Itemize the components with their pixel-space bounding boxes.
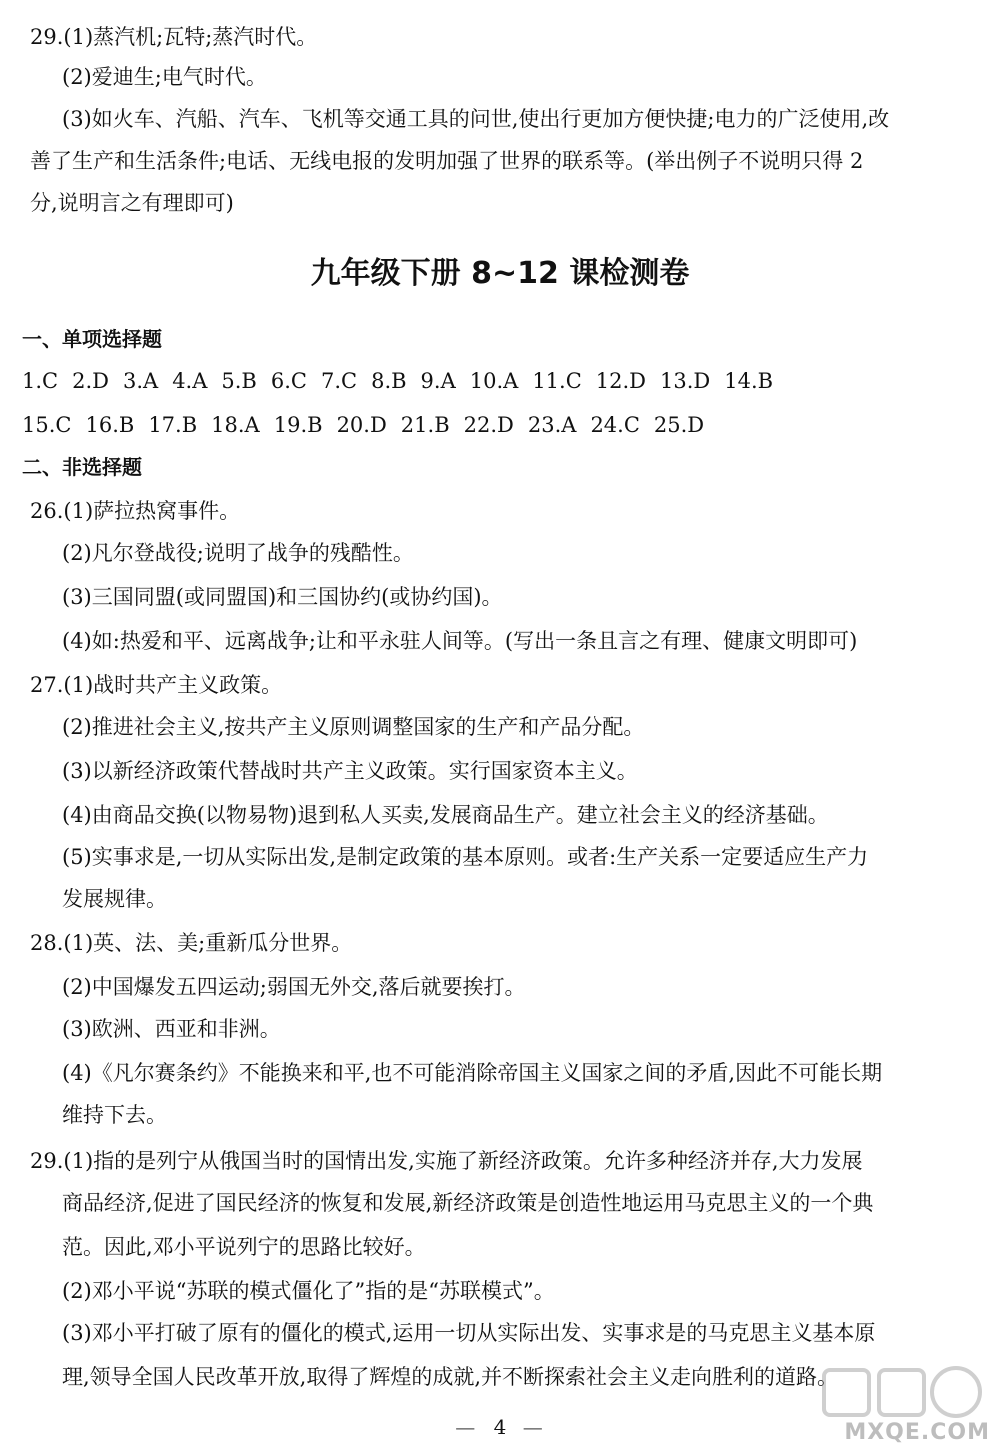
q27-line: (2)推进社会主义,按共产主义原则调整国家的生产和产品分配。 (62, 715, 645, 739)
answer-item: 3.A (122, 369, 159, 393)
q26-line: (3)三国同盟(或同盟国)和三国协约(或协约国)。 (62, 585, 503, 609)
q26-line: (4)如:热爱和平、远离战争;让和平永驻人间等。(写出一条且言之有理、健康文明即可) (62, 629, 858, 653)
answer-item: 10.A (469, 369, 519, 393)
answer-item: 2.D (72, 369, 109, 393)
q29b-line: 29.(1)指的是列宁从俄国当时的国情出发,实施了新经济政策。允许多种经济并存,大力发展 (30, 1149, 863, 1173)
page-dash-right: — (522, 1415, 545, 1439)
q27-line: (5)实事求是,一切从实际出发,是制定政策的基本原则。或者:生产关系一定要适应生产力 (62, 845, 869, 869)
page-number-value: 4 (493, 1415, 507, 1439)
q27-line: (3)以新经济政策代替战时共产主义政策。实行国家资本主义。 (62, 759, 638, 783)
q29-part3-line2: 善了生产和生活条件;电话、无线电报的发明加强了世界的联系等。(举出例子不说明只得 2 (30, 149, 864, 173)
answer-item: 17.B (148, 413, 198, 437)
q29-part2: (2)爱迪生;电气时代。 (62, 65, 267, 89)
answer-item: 8.B (371, 369, 407, 393)
q29b-line: 范。因此,邓小平说列宁的思路比较好。 (62, 1235, 426, 1259)
answer-item: 15.C (22, 413, 72, 437)
q28-line: (3)欧洲、西亚和非洲。 (62, 1017, 281, 1041)
q27-line: 发展规律。 (62, 887, 167, 911)
section1-heading: 一、单项选择题 (22, 327, 162, 351)
answers-row-2 (22, 410, 982, 440)
q29b-line: (2)邓小平说“苏联的模式僵化了”指的是“苏联模式”。 (62, 1279, 555, 1303)
answers-row-1 (22, 366, 982, 396)
answer-item: 7.C (320, 369, 358, 393)
answer-item: 23.A (527, 413, 577, 437)
q29b-line: (3)邓小平打破了原有的僵化的模式,运用一切从实际出发、实事求是的马克思主义基本原 (62, 1321, 876, 1345)
answer-item: 20.D (336, 413, 387, 437)
answer-item: 4.A (172, 369, 208, 393)
answer-item: 14.B (724, 369, 774, 393)
q29-part3-line1: (3)如火车、汽船、汽车、飞机等交通工具的问世,使出行更加方便快捷;电力的广泛使用,改 (62, 107, 890, 131)
q27-line: 27.(1)战时共产主义政策。 (30, 673, 283, 697)
q29-part1: 29.(1)蒸汽机;瓦特;蒸汽时代。 (30, 25, 318, 49)
watermark-text: MXQE.COM (844, 1420, 990, 1445)
answer-item: 6.C (270, 369, 307, 393)
answer-item: 16.B (85, 413, 135, 437)
q29-part3-line3: 分,说明言之有理即可) (30, 191, 234, 215)
q28-line: (2)中国爆发五四运动;弱国无外交,落后就要挨打。 (62, 975, 526, 999)
q28-line: (4)《凡尔赛条约》不能换来和平,也不可能消除帝国主义国家之间的矛盾,因此不可能长期 (62, 1061, 883, 1085)
q27-line: (4)由商品交换(以物易物)退到私人买卖,发展商品生产。建立社会主义的经济基础。 (62, 803, 829, 827)
answer-item: 1.C (22, 369, 59, 393)
answer-item: 11.C (532, 369, 582, 393)
q26-line: (2)凡尔登战役;说明了战争的残酷性。 (62, 541, 414, 565)
answer-item: 19.B (273, 413, 323, 437)
answer-item: 5.B (221, 369, 257, 393)
q29b-line: 商品经济,促进了国民经济的恢复和发展,新经济政策是创造性地运用马克思主义的一个典 (62, 1191, 874, 1215)
q28-line: 28.(1)英、法、美;重新瓜分世界。 (30, 931, 353, 955)
answer-item: 9.A (420, 369, 456, 393)
answer-item: 25.D (653, 413, 705, 437)
answer-item: 24.C (590, 413, 640, 437)
page-dash-left: — (455, 1415, 478, 1439)
section2-heading: 二、非选择题 (22, 455, 142, 479)
q29b-line: 理,领导全国人民改革开放,取得了辉煌的成就,并不断探索社会主义走向胜利的道路。 (62, 1365, 839, 1389)
answer-item: 12.D (595, 369, 647, 393)
answer-item: 21.B (400, 413, 450, 437)
answer-item: 13.D (660, 369, 711, 393)
answer-item: 18.A (211, 413, 260, 437)
page-title: 九年级下册 8~12 课检测卷 (310, 256, 690, 291)
q28-line: 维持下去。 (62, 1103, 167, 1127)
q26-line: 26.(1)萨拉热窝事件。 (30, 499, 241, 523)
answer-item: 22.D (463, 413, 514, 437)
